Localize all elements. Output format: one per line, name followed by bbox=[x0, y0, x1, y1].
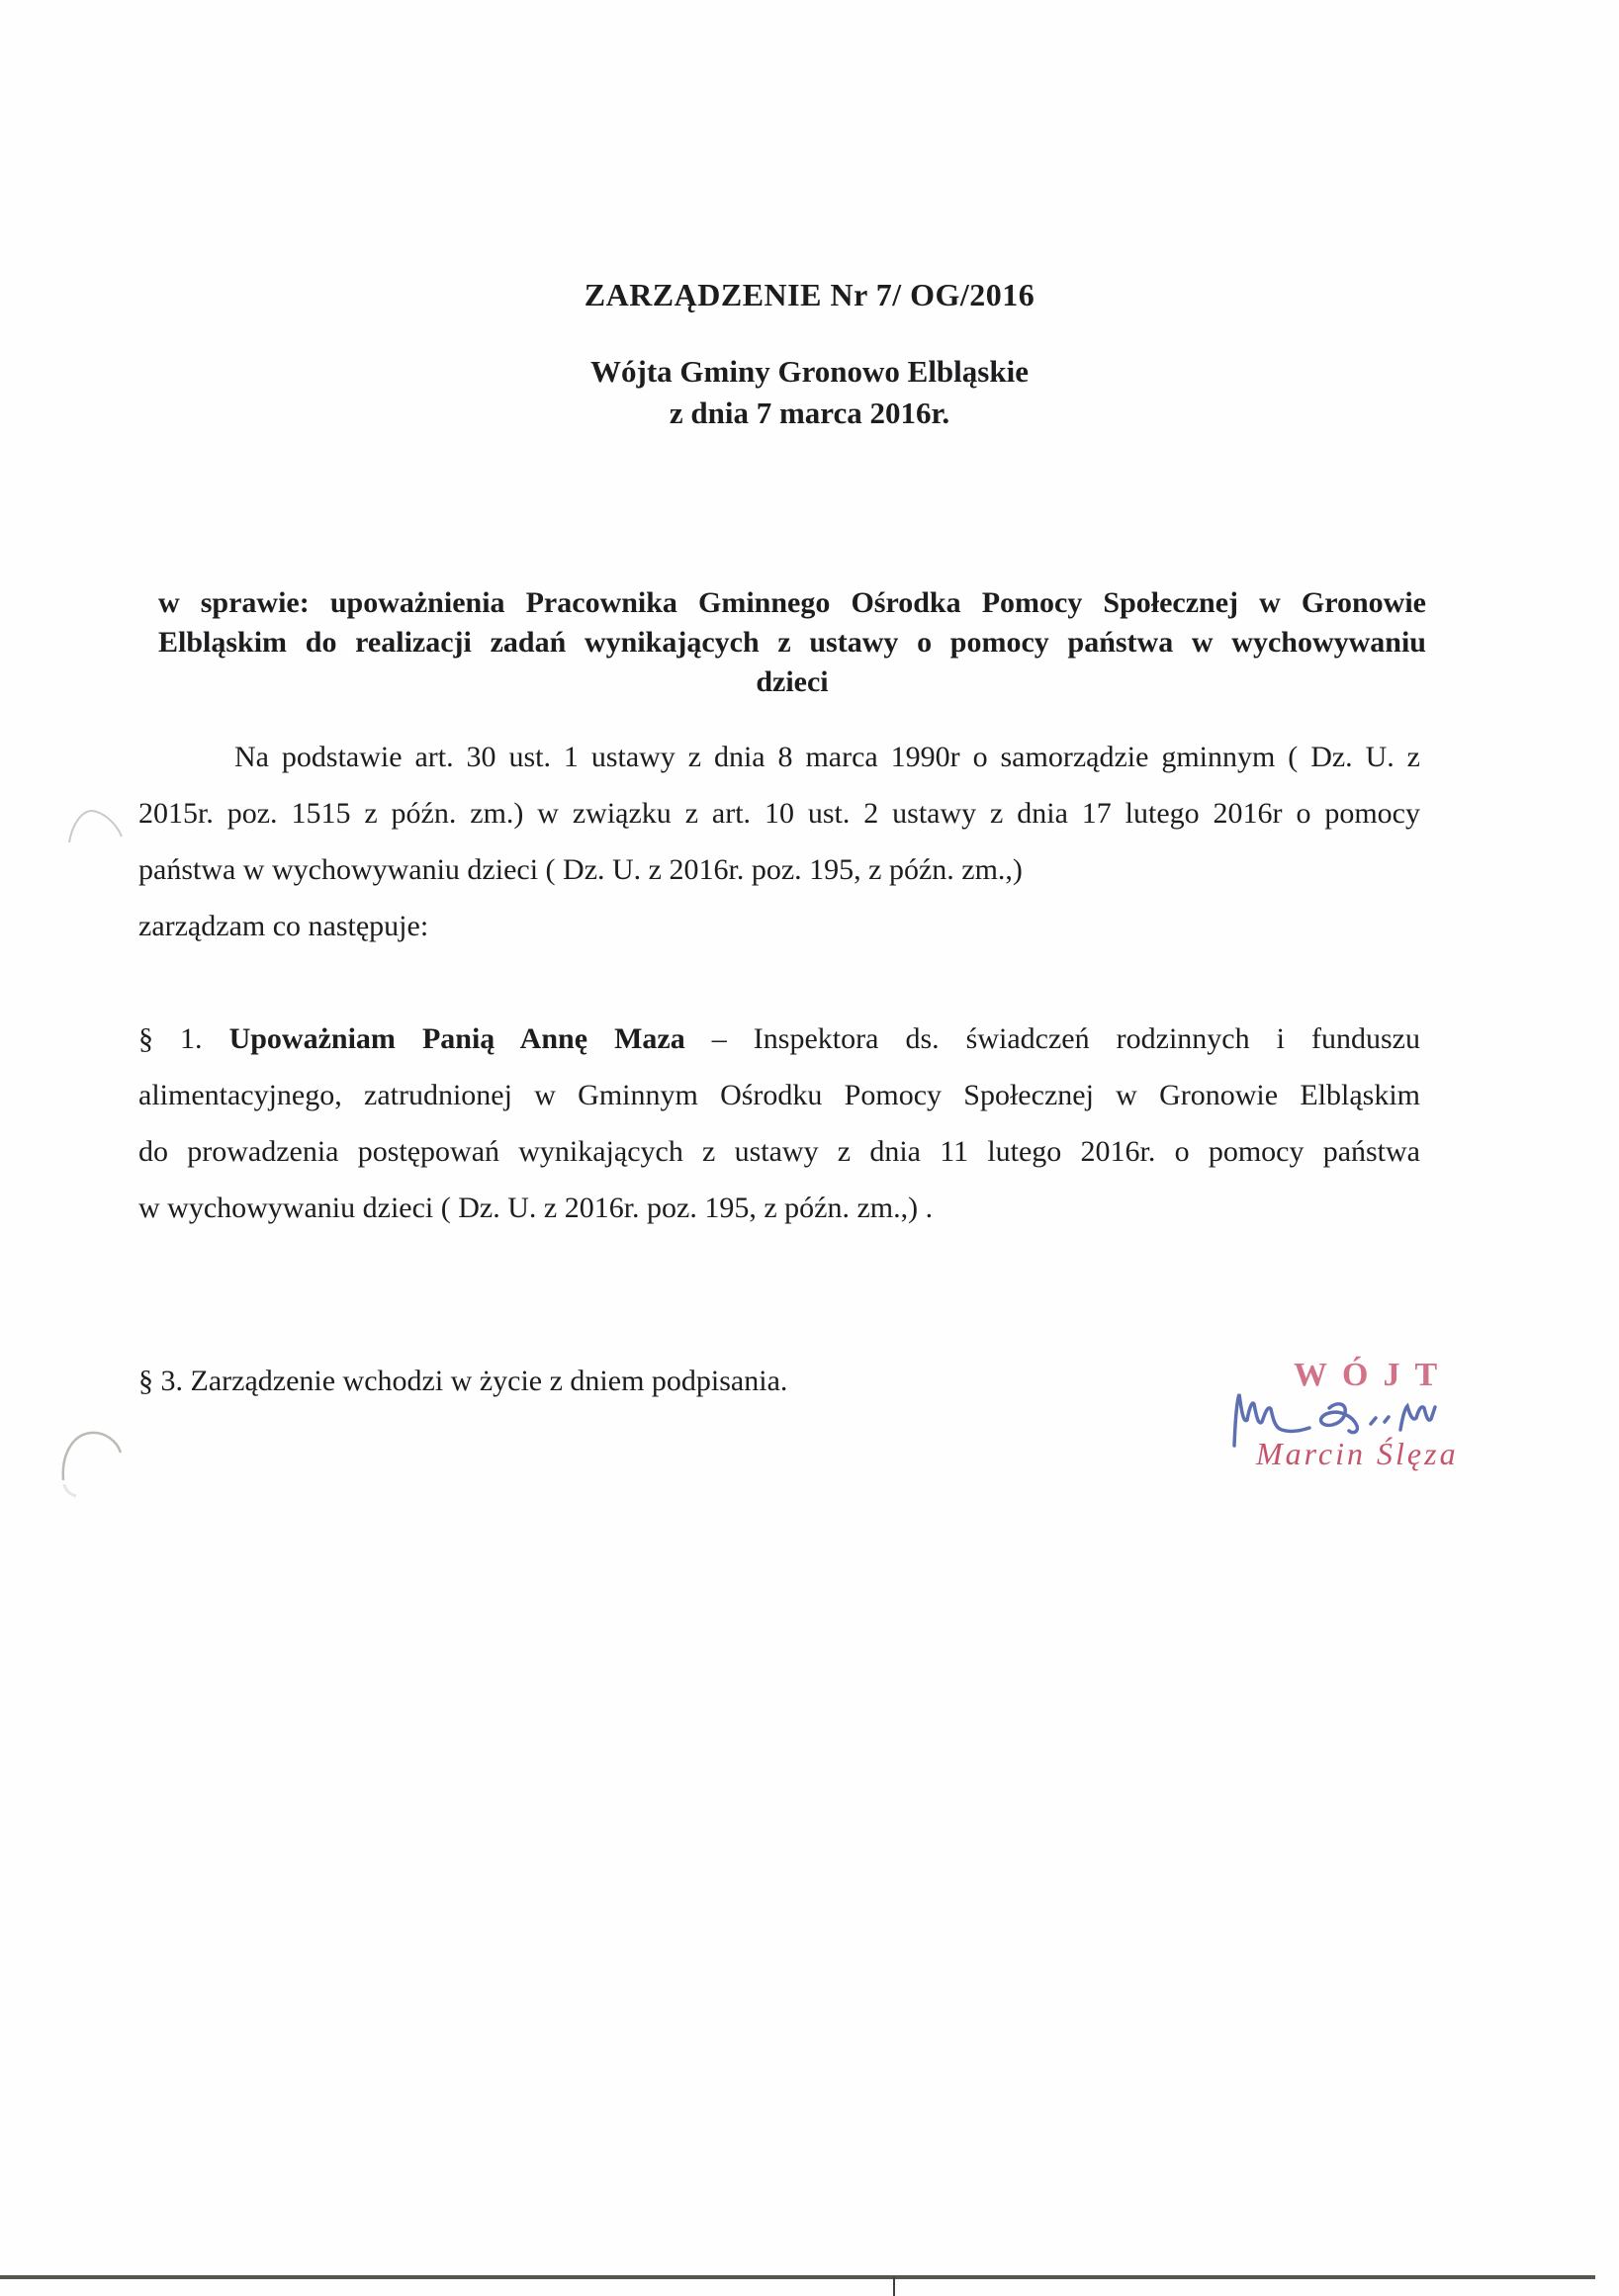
text-line: alimentacyjnego, zatrudnionej w Gminnym Ośrodku Pomocy Społecznej w Gronowie Elbląskim bbox=[138, 1079, 1420, 1111]
scan-edge-tick bbox=[893, 2277, 895, 2296]
scan-edge-line bbox=[0, 2275, 1595, 2279]
mayor-stamp-name: Marcin Ślęza bbox=[1256, 1436, 1459, 1471]
paragraph-3: § 3. Zarządzenie wchodzi w życie z dniem podpisania. bbox=[138, 1365, 788, 1397]
mayor-stamp-role: WÓJT bbox=[1294, 1357, 1453, 1393]
scan-artifact-arc bbox=[47, 1419, 141, 1503]
subject-line: dzieci bbox=[756, 665, 829, 698]
text-line: w wychowywaniu dzieci ( Dz. U. z 2016r. poz. 195, z późn. zm.,) . bbox=[138, 1192, 934, 1224]
text-line: do prowadzenia postępowań wynikających z ustawy z dnia 11 lutego 2016r. o pomocy państwa bbox=[138, 1135, 1420, 1168]
text-line: Na podstawie art. 30 ust. 1 ustawy z dnia 8 marca 1990r o samorządzie gminnym ( Dz. U. z bbox=[234, 741, 1420, 773]
issuer-line: Wójta Gminy Gronowo Elbląskie bbox=[590, 354, 1029, 389]
date-line: z dnia 7 marca 2016r. bbox=[669, 396, 950, 430]
par1-rest: – Inspektora ds. świadczeń rodzinnych i funduszu bbox=[684, 1022, 1420, 1055]
ordinance-title: ZARZĄDZENIE Nr 7/ OG/2016 bbox=[584, 277, 1035, 312]
paragraph-1 bbox=[138, 1011, 1420, 1236]
subject-line: w sprawie: upoważnienia Pracownika Gminnego Ośrodka Pomocy Społecznej w Gronowie bbox=[158, 586, 1426, 619]
subject-line: Elbląskim do realizacji zadań wynikających z ustawy o pomocy państwa w wychowywaniu bbox=[158, 626, 1426, 659]
ordering-clause: zarządzam co następuje: bbox=[138, 910, 429, 942]
text-line bbox=[138, 1011, 1420, 1067]
scan-artifact-arc bbox=[54, 796, 143, 855]
legal-basis-paragraph bbox=[138, 729, 1420, 954]
subject-clause bbox=[158, 583, 1426, 702]
par1-authorization-bold: Upoważniam Panią Annę Maza bbox=[228, 1022, 685, 1055]
text-line: państwa w wychowywaniu dzieci ( Dz. U. z 2016r. poz. 195, z późn. zm.,) bbox=[138, 853, 1023, 886]
par1-prefix: § 1. bbox=[138, 1022, 229, 1055]
text-line: 2015r. poz. 1515 z późn. zm.) w związku z art. 10 ust. 2 ustawy z dnia 17 lutego 2016r o pomocy bbox=[138, 797, 1420, 830]
